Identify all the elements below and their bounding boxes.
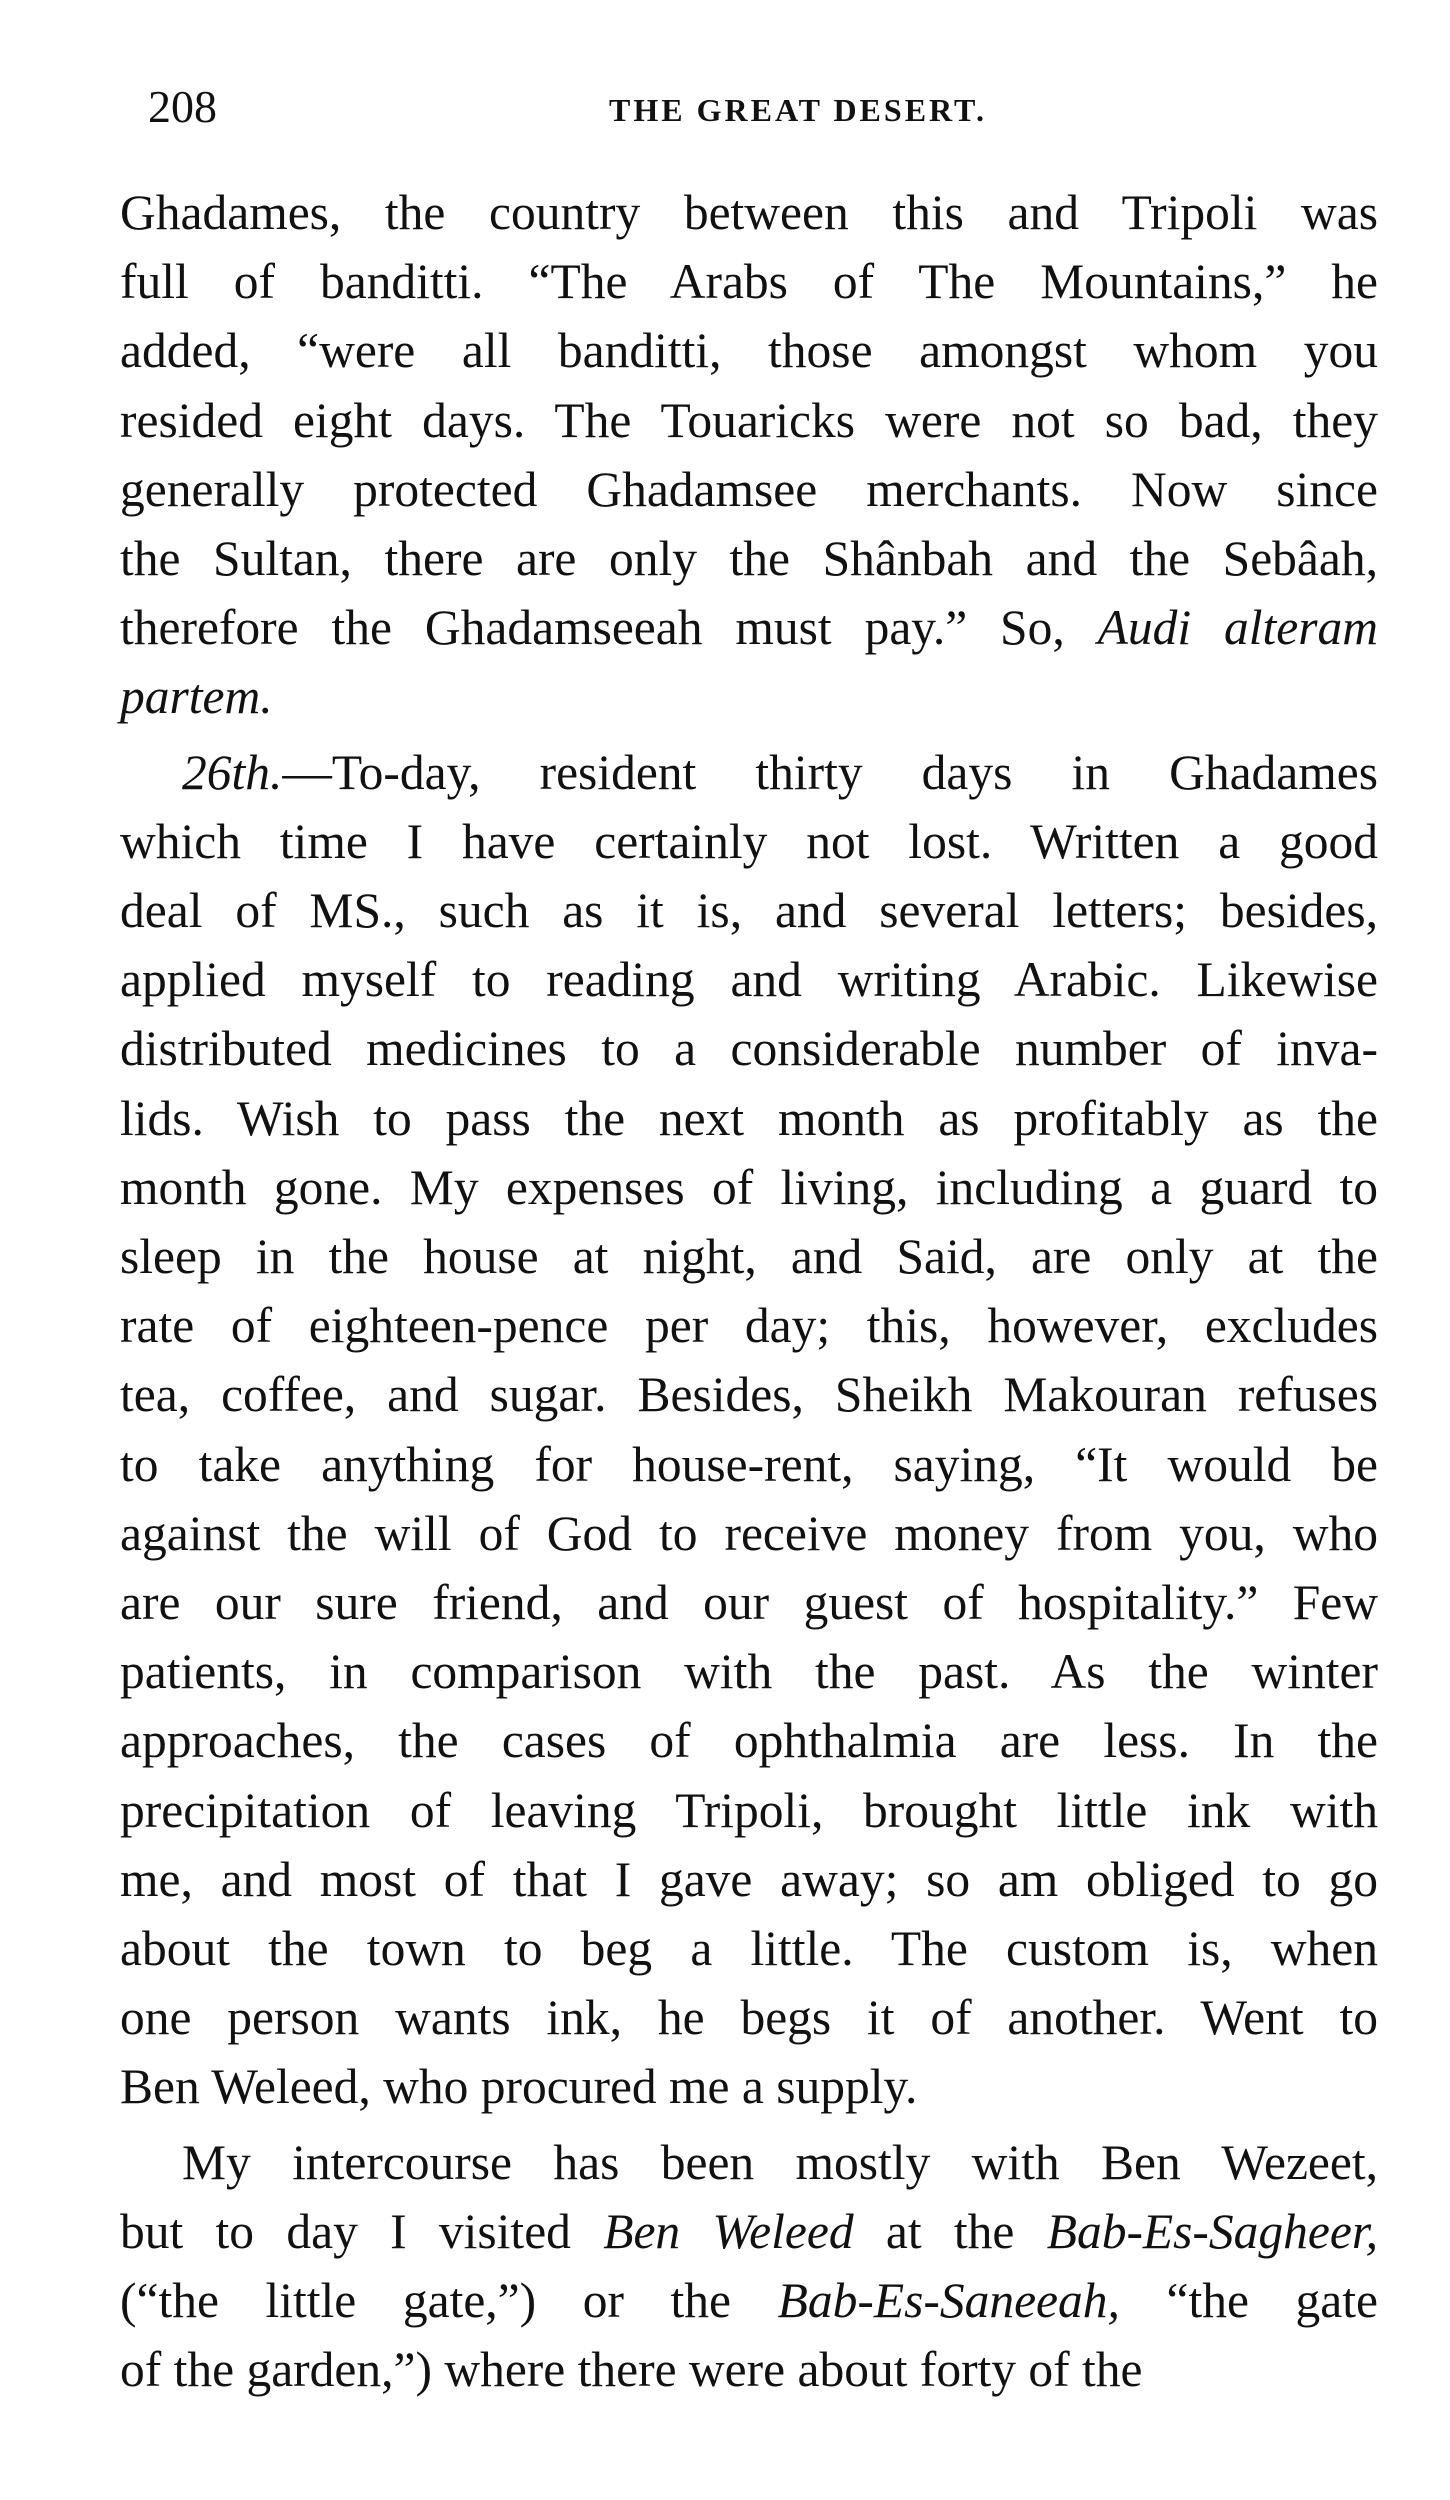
text-line — [120, 316, 1378, 385]
text-line — [120, 1706, 1378, 1775]
text-line — [120, 1222, 1378, 1291]
text-line — [120, 1430, 1378, 1499]
body-text — [120, 178, 1378, 2405]
text-run: therefore the Ghadamseeah must pay.” So, — [120, 600, 1098, 656]
text-run: which time I have certainly not lost. Written a good — [120, 813, 1378, 869]
text-run: Ghadames, the country between this and Tripoli was — [120, 185, 1378, 240]
text-run: “the gate — [1119, 2273, 1378, 2329]
text-run: (“the little gate,”) or the — [120, 2273, 778, 2329]
text-line — [120, 386, 1378, 455]
text-run: at the — [853, 2203, 1047, 2259]
text-run: sleep in the house at night, and Said, are only at the — [120, 1229, 1378, 1285]
text-line — [120, 1776, 1378, 1845]
italic-text: Bab-Es-Saneeah, — [777, 2273, 1120, 2329]
paragraph — [120, 738, 1378, 2122]
text-run: deal of MS., such as it is, and several letters; besides, — [120, 883, 1378, 939]
text-run: rate of eighteen-pence per day; this, however, excludes — [120, 1298, 1378, 1354]
text-run: generally protected Ghadamsee merchants. Now since — [120, 461, 1378, 517]
text-run: resided eight days. The Touaricks were not so bad, they — [120, 392, 1378, 448]
text-line — [120, 2266, 1378, 2335]
text-run: My intercourse has been mostly with Ben Wezeet, — [182, 2134, 1378, 2190]
text-run: applied myself to reading and writing Arabic. Likewise — [120, 952, 1378, 1008]
text-run: Ben Weleed, who procured me a supply. — [120, 2059, 918, 2115]
text-line — [120, 738, 1378, 807]
text-line — [120, 2052, 1378, 2121]
text-line — [120, 807, 1378, 876]
italic-text: Ben Weleed — [603, 2203, 854, 2259]
text-run: about the town to beg a little. The custom is, when — [120, 1921, 1378, 1977]
text-run: me, and most of that I gave away; so am obliged to go — [120, 1851, 1378, 1907]
page-header — [148, 80, 1388, 140]
italic-text: partem. — [120, 669, 273, 725]
text-run: tea, coffee, and sugar. Besides, Sheikh Makouran refuses — [120, 1367, 1378, 1423]
text-run: are our sure friend, and our guest of hospitality.” Few — [120, 1575, 1378, 1631]
text-line — [120, 455, 1378, 524]
text-run: the Sultan, there are only the Shânbah and the Sebâah, — [120, 531, 1378, 587]
paragraph — [120, 2128, 1378, 2405]
text-run: added, “were all banditti, those amongst whom you — [120, 323, 1378, 379]
text-line — [120, 662, 1378, 731]
text-line — [120, 1291, 1378, 1360]
italic-text: Bab-Es-Sagheer, — [1046, 2203, 1379, 2259]
text-line — [120, 1914, 1378, 1983]
text-line — [120, 524, 1378, 593]
text-line — [120, 1153, 1378, 1222]
text-run: precipitation of leaving Tripoli, brought little ink with — [120, 1782, 1378, 1838]
text-line — [120, 1499, 1378, 1568]
text-run: but to day I visited — [120, 2203, 604, 2259]
text-line — [120, 1084, 1378, 1153]
text-run: —To-day, resident thirty days in Ghadames — [282, 744, 1378, 800]
text-line — [120, 2335, 1378, 2404]
text-line — [120, 593, 1378, 662]
text-line — [120, 876, 1378, 945]
text-line — [120, 1637, 1378, 1706]
text-line — [120, 1845, 1378, 1914]
text-run: lids. Wish to pass the next month as profitably as the — [120, 1090, 1378, 1146]
paragraph — [120, 178, 1378, 732]
text-run: of the garden,”) where there were about forty of the — [120, 2342, 1143, 2398]
text-run: distributed medicines to a considerable number of inva- — [120, 1021, 1378, 1077]
text-line — [120, 1568, 1378, 1637]
text-line — [120, 2197, 1378, 2266]
text-line — [120, 1360, 1378, 1429]
text-line — [120, 247, 1378, 316]
text-run: month gone. My expenses of living, including a guard to — [120, 1159, 1378, 1215]
text-line — [120, 178, 1378, 247]
page-number: 208 — [148, 81, 217, 132]
text-run: patients, in comparison with the past. As the winter — [120, 1644, 1378, 1700]
text-line — [120, 1014, 1378, 1083]
text-line — [120, 945, 1378, 1014]
running-head: THE GREAT DESERT. — [609, 92, 987, 128]
text-line — [120, 1983, 1378, 2052]
italic-text: Audi alteram — [1097, 600, 1378, 656]
text-run: to take anything for house-rent, saying, “It would be — [120, 1436, 1378, 1492]
text-run: one person wants ink, he begs it of another. Went to — [120, 1990, 1378, 2046]
text-run: full of banditti. “The Arabs of The Mountains,” he — [120, 254, 1378, 310]
italic-text: 26th. — [182, 744, 283, 800]
text-run: approaches, the cases of ophthalmia are less. In the — [120, 1713, 1378, 1769]
text-line — [120, 2128, 1378, 2197]
text-run: against the will of God to receive money from you, who — [120, 1505, 1378, 1561]
